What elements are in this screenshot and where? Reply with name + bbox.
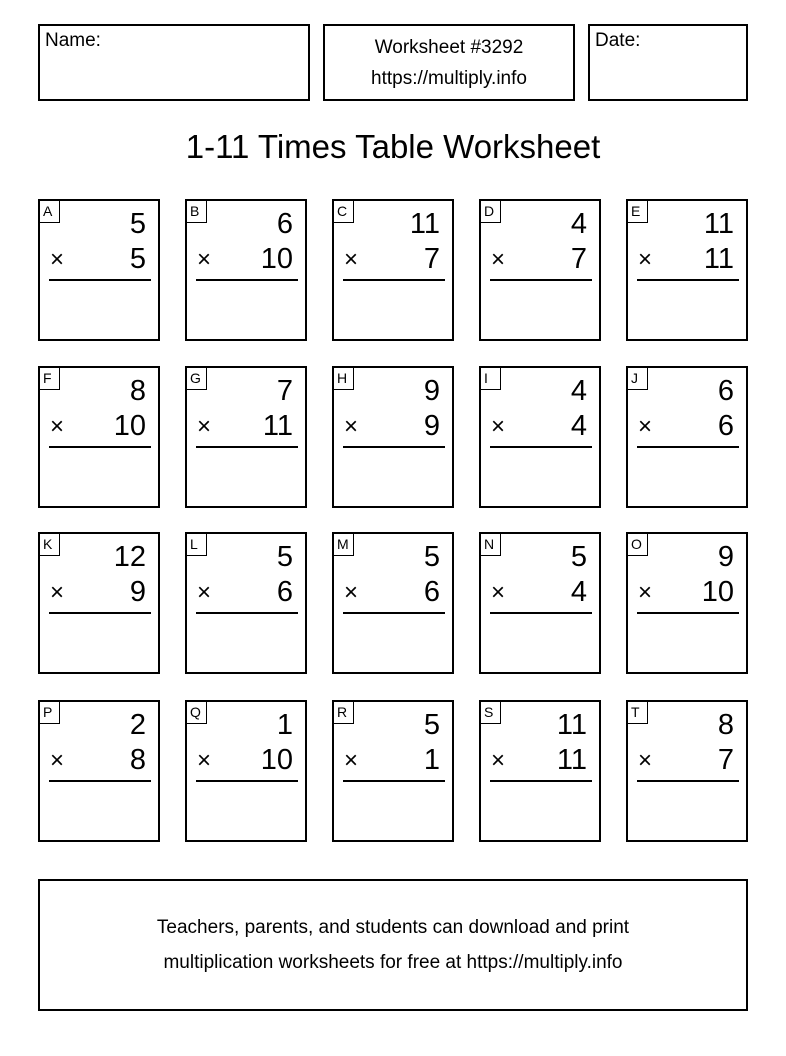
problem-bottom-number: 4 — [570, 410, 587, 442]
problem-card — [38, 199, 160, 341]
problem-top-number: 11 — [556, 709, 587, 741]
answer-line — [49, 446, 151, 448]
problem-top-number: 5 — [129, 208, 146, 240]
multiply-sign-icon: × — [638, 747, 653, 774]
multiply-sign-icon: × — [50, 246, 65, 273]
problem-top-number: 7 — [276, 375, 293, 407]
problem-card — [626, 199, 748, 341]
multiply-sign-icon: × — [50, 579, 65, 606]
problem-letter: E — [628, 201, 648, 223]
page-title: 1-11 Times Table Worksheet — [185, 128, 601, 165]
problem-letter: K — [40, 534, 60, 556]
problem-top-number: 5 — [423, 709, 440, 741]
problem-top-number: 4 — [570, 375, 587, 407]
multiply-sign-icon: × — [344, 413, 359, 440]
multiply-sign-icon: × — [638, 246, 653, 273]
multiply-sign-icon: × — [344, 747, 359, 774]
multiply-sign-icon: × — [197, 413, 212, 440]
problem-bottom-number: 6 — [276, 576, 293, 608]
problem-card — [38, 532, 160, 674]
problem-letter: G — [187, 368, 207, 390]
answer-line — [49, 279, 151, 281]
multiply-sign-icon: × — [50, 413, 65, 440]
answer-line — [490, 446, 592, 448]
problem-bottom-number: 4 — [570, 576, 587, 608]
answer-line — [637, 780, 739, 782]
problem-letter: L — [187, 534, 207, 556]
problem-bottom-number: 10 — [260, 243, 293, 275]
footer-text-line-2: multiplication worksheets for free at https://multiply.info — [163, 952, 623, 973]
worksheet-number: Worksheet #3292 — [374, 37, 524, 58]
multiply-sign-icon: × — [197, 747, 212, 774]
problem-top-number: 11 — [409, 208, 440, 240]
worksheet-url: https://multiply.info — [371, 68, 527, 89]
problem-bottom-number: 10 — [113, 410, 146, 442]
problem-bottom-number: 6 — [423, 576, 440, 608]
multiply-sign-icon: × — [491, 413, 506, 440]
problem-letter: Q — [187, 702, 207, 724]
answer-line — [343, 446, 445, 448]
problem-card — [185, 366, 307, 508]
answer-line — [637, 612, 739, 614]
answer-line — [196, 446, 298, 448]
problem-top-number: 6 — [276, 208, 293, 240]
problem-letter: P — [40, 702, 60, 724]
problem-letter: D — [481, 201, 501, 223]
problem-card — [479, 199, 601, 341]
footer-text-line-1: Teachers, parents, and students can download and print — [156, 917, 630, 938]
problem-top-number: 12 — [113, 541, 146, 573]
problem-card — [332, 366, 454, 508]
multiply-sign-icon: × — [344, 246, 359, 273]
problem-bottom-number: 11 — [703, 243, 734, 275]
problem-card — [332, 199, 454, 341]
problem-top-number: 5 — [276, 541, 293, 573]
problem-letter: H — [334, 368, 354, 390]
answer-line — [637, 446, 739, 448]
problem-bottom-number: 5 — [129, 243, 146, 275]
problem-letter: J — [628, 368, 648, 390]
multiply-sign-icon: × — [491, 579, 506, 606]
answer-line — [343, 279, 445, 281]
answer-line — [196, 279, 298, 281]
problem-bottom-number: 9 — [129, 576, 146, 608]
problem-card — [479, 700, 601, 842]
problem-top-number: 5 — [423, 541, 440, 573]
answer-line — [196, 612, 298, 614]
problem-letter: M — [334, 534, 354, 556]
problem-top-number: 9 — [717, 541, 734, 573]
problem-top-number: 5 — [570, 541, 587, 573]
answer-line — [343, 612, 445, 614]
problem-top-number: 4 — [570, 208, 587, 240]
problem-letter: R — [334, 702, 354, 724]
problem-letter: I — [481, 368, 501, 390]
multiply-sign-icon: × — [197, 246, 212, 273]
problem-top-number: 1 — [276, 709, 293, 741]
answer-line — [637, 279, 739, 281]
problem-bottom-number: 7 — [717, 744, 734, 776]
problem-bottom-number: 6 — [717, 410, 734, 442]
problem-card — [332, 532, 454, 674]
problem-card — [38, 366, 160, 508]
answer-line — [49, 780, 151, 782]
problem-card — [626, 366, 748, 508]
problem-card — [626, 532, 748, 674]
problem-letter: B — [187, 201, 207, 223]
problem-top-number: 11 — [703, 208, 734, 240]
problem-card — [626, 700, 748, 842]
multiply-sign-icon: × — [491, 246, 506, 273]
answer-line — [196, 780, 298, 782]
problem-letter: T — [628, 702, 648, 724]
problem-letter: O — [628, 534, 648, 556]
problem-bottom-number: 10 — [260, 744, 293, 776]
problem-letter: S — [481, 702, 501, 724]
problem-card — [185, 700, 307, 842]
problem-bottom-number: 11 — [556, 744, 587, 776]
problem-letter: A — [40, 201, 60, 223]
multiply-sign-icon: × — [638, 579, 653, 606]
answer-line — [490, 780, 592, 782]
name-label: Name: — [45, 30, 101, 51]
problem-bottom-number: 10 — [701, 576, 734, 608]
problem-card — [479, 532, 601, 674]
problem-bottom-number: 8 — [129, 744, 146, 776]
problem-card — [185, 199, 307, 341]
date-label: Date: — [595, 30, 641, 51]
problem-top-number: 8 — [717, 709, 734, 741]
multiply-sign-icon: × — [638, 413, 653, 440]
multiply-sign-icon: × — [491, 747, 506, 774]
answer-line — [490, 612, 592, 614]
multiply-sign-icon: × — [344, 579, 359, 606]
problem-top-number: 8 — [129, 375, 146, 407]
problem-letter: C — [334, 201, 354, 223]
problem-letter: F — [40, 368, 60, 390]
problem-bottom-number: 9 — [423, 410, 440, 442]
problem-card — [479, 366, 601, 508]
problem-letter: N — [481, 534, 501, 556]
answer-line — [343, 780, 445, 782]
multiply-sign-icon: × — [50, 747, 65, 774]
footer-box — [38, 879, 748, 1011]
answer-line — [49, 612, 151, 614]
problem-bottom-number: 7 — [570, 243, 587, 275]
problem-top-number: 6 — [717, 375, 734, 407]
date-field-box — [588, 24, 748, 101]
problem-top-number: 2 — [129, 709, 146, 741]
worksheet-info-box — [323, 24, 575, 101]
problem-bottom-number: 11 — [262, 410, 293, 442]
problem-card — [332, 700, 454, 842]
multiply-sign-icon: × — [197, 579, 212, 606]
problem-bottom-number: 7 — [423, 243, 440, 275]
name-field-box — [38, 24, 310, 101]
problem-card — [185, 532, 307, 674]
answer-line — [490, 279, 592, 281]
problem-top-number: 9 — [423, 375, 440, 407]
problem-bottom-number: 1 — [423, 744, 440, 776]
problem-card — [38, 700, 160, 842]
